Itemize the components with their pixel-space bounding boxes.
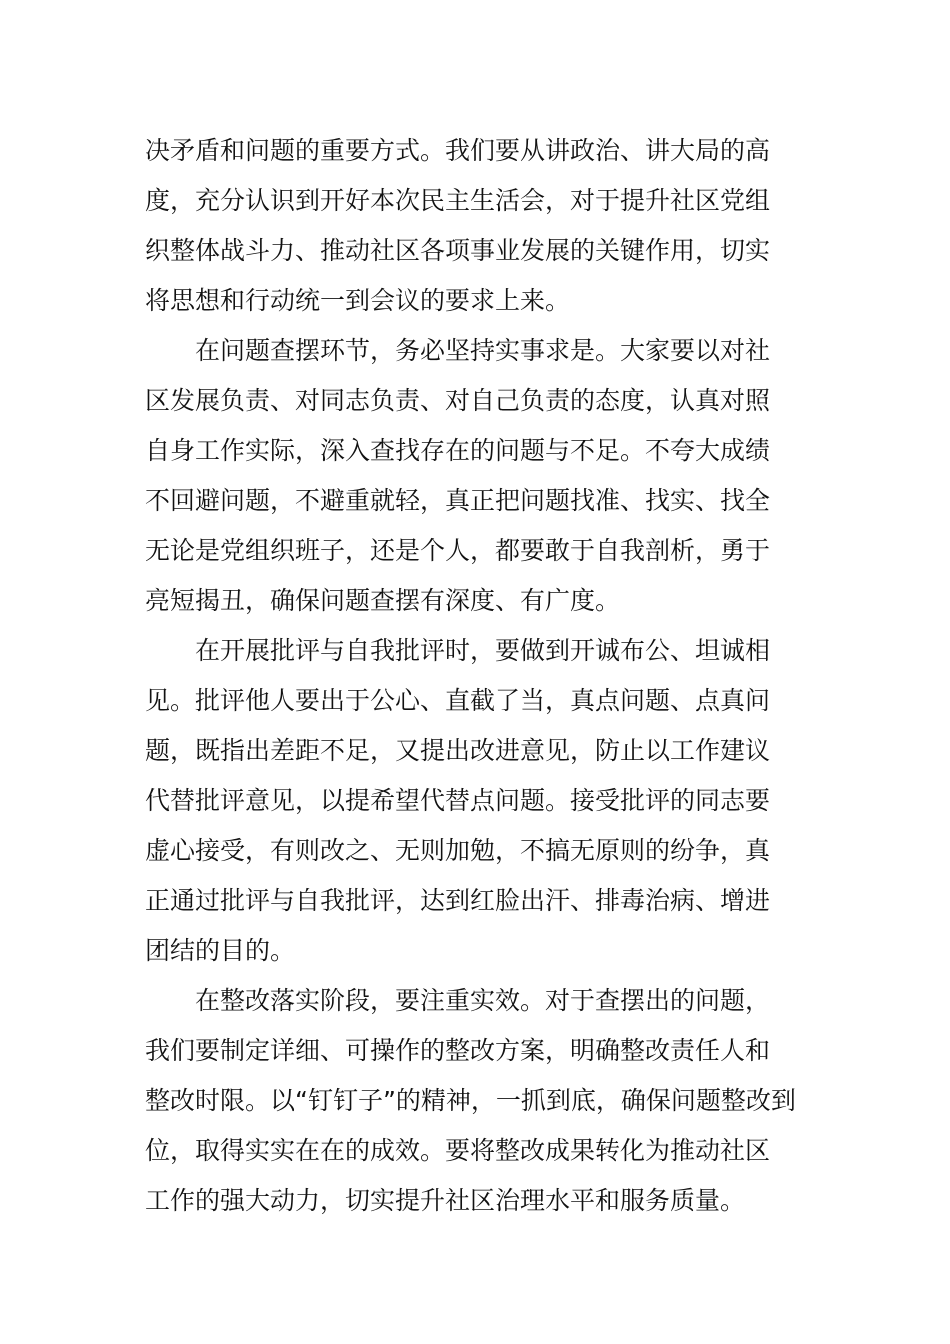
text-line: 将思想和行动统一到会议的要求上来。 [145,286,571,315]
text-line: 自身工作实际，深入查找存在的问题与不足。不夸大成绩 [145,436,771,465]
text-line: 虚心接受，有则改之、无则加勉，不搞无原则的纷争，真 [145,836,771,865]
text-line: 位，取得实实在在的成效。要将整改成果转化为推动社区 [145,1136,771,1165]
text-line: 区发展负责、对同志负责、对自己负责的态度，认真对照 [145,386,771,415]
text-line: 在整改落实阶段，要注重实效。对于查摆出的问题， [145,986,771,1015]
text-line: 决矛盾和问题的重要方式。我们要从讲政治、讲大局的高 [145,136,771,165]
text-line: 不回避问题，不避重就轻，真正把问题找准、找实、找全 [145,486,771,515]
text-line: 在开展批评与自我批评时，要做到开诚布公、坦诚相 [145,636,771,665]
text-line: 无论是党组织班子，还是个人，都要敢于自我剖析，勇于 [145,536,771,565]
text-line: 工作的强大动力，切实提升社区治理水平和服务质量。 [145,1186,746,1215]
text-line: 见。批评他人要出于公心、直截了当，真点问题、点真问 [145,686,771,715]
text-line: 正通过批评与自我批评，达到红脸出汗、排毒治病、增进 [145,886,771,915]
text-line: 代替批评意见，以提希望代替点问题。接受批评的同志要 [145,786,771,815]
text-line: 整改时限。以“钉钉子”的精神，一抓到底，确保问题整改到 [145,1086,796,1115]
text-line: 度，充分认识到开好本次民主生活会，对于提升社区党组 [145,186,771,215]
document-page [145,126,807,1226]
text-line: 在问题查摆环节，务必坚持实事求是。大家要以对社 [145,336,771,365]
text-line: 团结的目的。 [145,936,296,965]
text-line: 亮短揭丑，确保问题查摆有深度、有广度。 [145,586,621,615]
text-line: 题，既指出差距不足，又提出改进意见，防止以工作建议 [145,736,771,765]
text-line: 织整体战斗力、推动社区各项事业发展的关键作用，切实 [145,236,771,265]
text-line: 我们要制定详细、可操作的整改方案，明确整改责任人和 [145,1036,771,1065]
